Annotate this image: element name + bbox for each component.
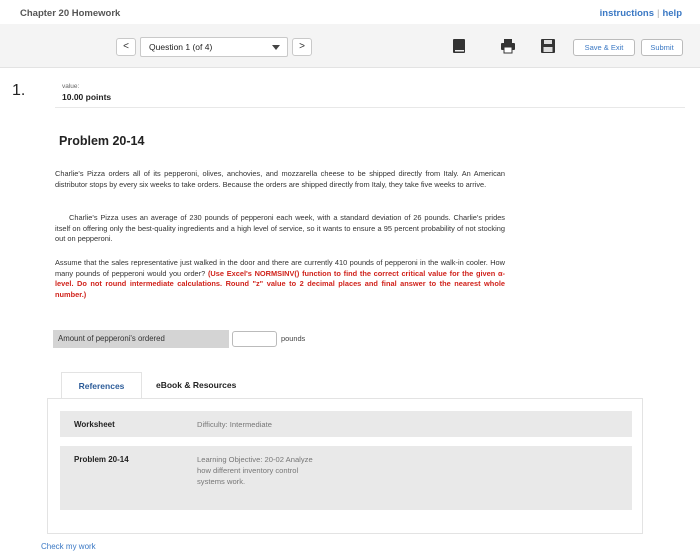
problem-paragraph-3 [55, 258, 505, 300]
question-navbar [0, 24, 700, 68]
problem-paragraph-2: Charlie's Pizza uses an average of 230 pounds of pepperoni each week, with a standard deviation of 26 pounds. Charlie's prides itself on offering only the best-quality ingredients and a high level of service, so it wants to ensure a 95 percent probability of not stocking out on pepperoni. [55, 213, 505, 244]
answer-row [53, 330, 506, 348]
help-link[interactable]: help [662, 8, 682, 19]
reference-value: Difficulty: Intermediate [197, 420, 272, 429]
problem-paragraph-1: Charlie's Pizza orders all of its pepperoni, olives, anchovies, and mozzarella cheese to be shipped directly from Italy. An American distributor stops by every six weeks to take orders. Because the orders are shipped directly from Italy, they take five weeks to arrive. [55, 169, 505, 189]
assignment-title: Chapter 20 Homework [20, 8, 121, 19]
link-separator: | [657, 8, 660, 19]
answer-label: Amount of pepperoni's ordered [53, 330, 229, 348]
next-question-button[interactable]: > [292, 38, 312, 56]
divider [55, 107, 685, 108]
submit-button[interactable]: Submit [641, 39, 683, 56]
save-exit-button[interactable]: Save & Exit [573, 39, 635, 56]
question-number: 1. [12, 82, 26, 99]
pepperoni-amount-input[interactable] [232, 331, 277, 347]
question-select[interactable] [140, 37, 288, 57]
save-disk-icon[interactable] [540, 38, 556, 54]
reference-row [60, 446, 632, 510]
top-links [600, 8, 682, 19]
tab-references[interactable]: References [61, 372, 142, 399]
reference-value: Learning Objective: 20-02 Analyze how different inventory control systems work. [197, 455, 313, 486]
reference-row [60, 411, 632, 437]
check-my-work-link[interactable]: Check my work [41, 542, 96, 551]
points-value: 10.00 points [62, 92, 112, 102]
answer-unit: pounds [281, 334, 306, 343]
instructions-link[interactable]: instructions [599, 8, 654, 19]
rounding-instructions: (Use Excel's NORMSINV() function to find the correct critical value for the given α-level. Do not round intermediate calculations. Round "z" value to 2 decimal places and final answer to the nearest whole number.) [55, 268, 505, 299]
reference-label: Worksheet [74, 420, 115, 429]
chevron-down-icon [272, 45, 280, 50]
reference-label: Problem 20-14 [74, 455, 129, 464]
print-icon[interactable] [500, 38, 516, 54]
references-panel [47, 398, 643, 534]
prev-question-button[interactable]: < [116, 38, 136, 56]
top-bar [0, 0, 700, 24]
value-label: value: [62, 83, 80, 90]
question-select-value: Question 1 (of 4) [149, 42, 213, 52]
tab-ebook-resources[interactable]: eBook & Resources [156, 380, 237, 390]
problem-title: Problem 20-14 [59, 134, 145, 148]
problem-question-text: Assume that the sales representative just walked in the door and there are currently 410 pounds of pepperoni in the walk-in cooler. How many pounds of pepperoni would you order? [55, 258, 505, 278]
ebook-icon[interactable] [451, 38, 467, 54]
